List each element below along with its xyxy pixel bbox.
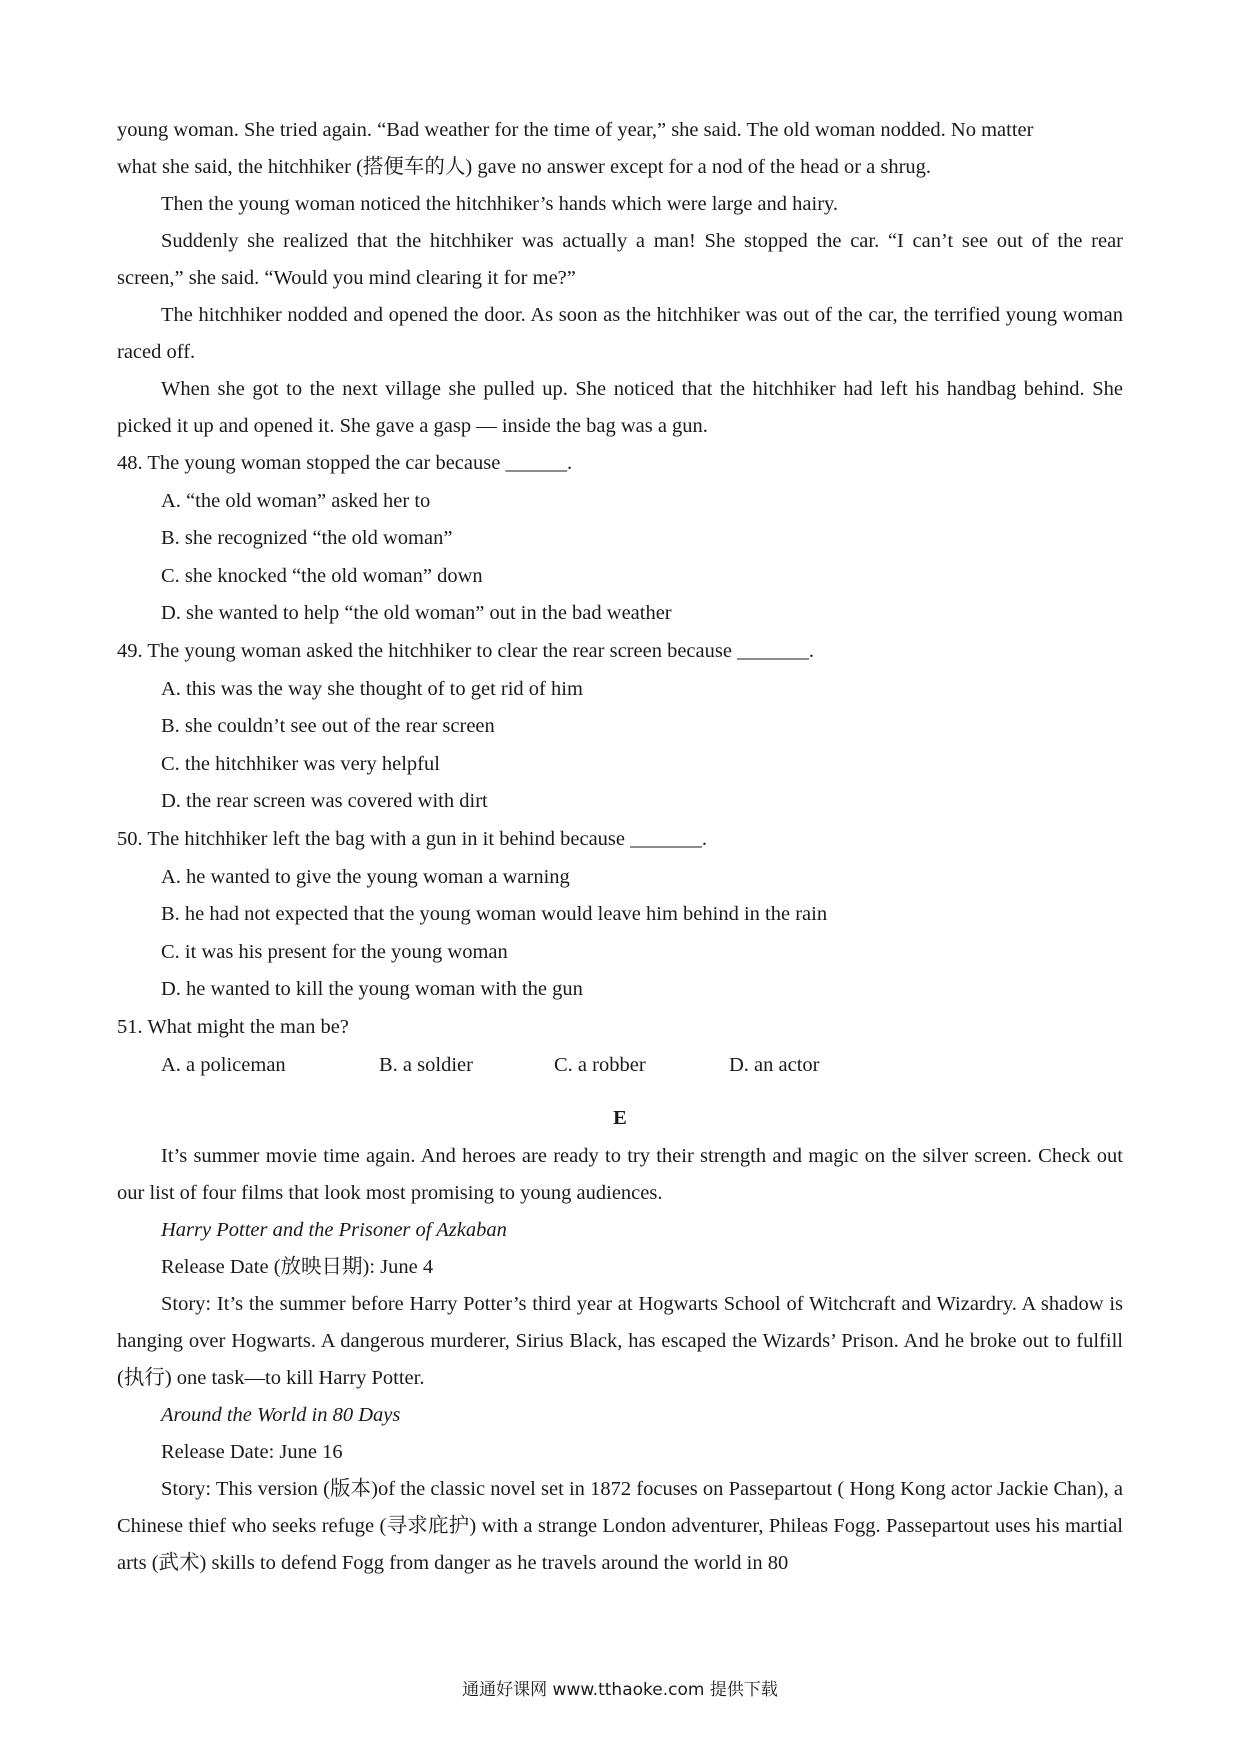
question-stem: 51. What might the man be? <box>117 1015 349 1038</box>
option-c: C. a robber <box>554 1053 646 1076</box>
option-d: D. he wanted to kill the young woman with the gun <box>161 978 583 1001</box>
option-a: A. a policeman <box>161 1053 286 1076</box>
film-title: Around the World in 80 Days <box>161 1404 401 1427</box>
paragraph-d-2: Then the young woman noticed the hitchhiker’s hands which were large and hairy. <box>161 193 839 215</box>
paragraph-d-3: Suddenly she realized that the hitchhiker was actually a man! She stopped the car. “I can’t see out of the rear screen,” she said. “Would you mind clearing it for me?” <box>117 230 1123 289</box>
page-footer: 通通好课网 www.tthaoke.com 提供下载 <box>462 1680 778 1700</box>
paragraph-d-5: When she got to the next village she pulled up. She noticed that the hitchhiker had left his handbag behind. She picked it up and opened it. She gave a gasp — inside the bag was a gun. <box>117 378 1123 437</box>
option-c: C. it was his present for the young woman <box>161 940 508 963</box>
options-row <box>117 1047 1123 1085</box>
question-50 <box>117 821 1123 1009</box>
film-story: Story: It’s the summer before Harry Potter’s third year at Hogwarts School of Witchcraft and Wizardry. A shadow is hanging over Hogwarts. A dangerous murderer, Sirius Black, has escaped the Wizards’ Prison. And he broke out to fulfill (执行) one task—to kill Harry Potter. <box>117 1293 1123 1390</box>
film-release-date: Release Date (放映日期): June 4 <box>161 1256 434 1279</box>
question-51 <box>117 1009 1123 1084</box>
paragraph-e-intro: It’s summer movie time again. And heroes are ready to try their strength and magic on the silver screen. Check out our list of four films that look most promising to young audiences. <box>117 1145 1123 1205</box>
option-b: B. she recognized “the old woman” <box>161 527 453 550</box>
film-title: Harry Potter and the Prisoner of Azkaban <box>161 1219 507 1242</box>
document-page <box>117 112 1123 1582</box>
film-release-date: Release Date: June 16 <box>161 1441 343 1464</box>
option-d: D. she wanted to help “the old woman” out in the bad weather <box>161 602 672 625</box>
option-c: C. the hitchhiker was very helpful <box>161 752 440 775</box>
paragraph-d-4: The hitchhiker nodded and opened the door. As soon as the hitchhiker was out of the car, the terrified young woman raced off. <box>117 304 1123 363</box>
film-story: Story: This version (版本)of the classic novel set in 1872 focuses on Passepartout ( Hong Kong actor Jackie Chan), a Chinese thief who seeks refuge (寻求庇护) with a strange London adventurer, Phileas Fogg. Passepartout uses his martial arts (武术) skills to defend Fogg from danger as he travels around the world in 80 <box>117 1478 1123 1575</box>
section-heading: E <box>613 1107 627 1130</box>
line: young woman. She tried again. “Bad weather for the time of year,” she said. The old woman nodded. No matter <box>117 119 1034 141</box>
option-d: D. the rear screen was covered with dirt <box>161 790 488 813</box>
question-49 <box>117 633 1123 821</box>
question-48 <box>117 445 1123 633</box>
option-b: B. he had not expected that the young woman would leave him behind in the rain <box>161 903 828 926</box>
option-a: A. he wanted to give the young woman a warning <box>161 865 570 888</box>
line: what she said, the hitchhiker (搭便车的人) gave no answer except for a nod of the head or a shrug. <box>117 156 932 178</box>
option-c: C. she knocked “the old woman” down <box>161 564 483 587</box>
option-b: B. she couldn’t see out of the rear screen <box>161 715 495 738</box>
option-b: B. a soldier <box>379 1053 473 1076</box>
option-d: D. an actor <box>729 1053 820 1076</box>
question-stem: 49. The young woman asked the hitchhiker to clear the rear screen because _______. <box>117 639 814 662</box>
option-a: A. “the old woman” asked her to <box>161 489 431 512</box>
paragraph-d-1 <box>117 112 1123 186</box>
question-stem: 48. The young woman stopped the car because ______. <box>117 452 573 474</box>
question-stem: 50. The hitchhiker left the bag with a gun in it behind because _______. <box>117 827 707 850</box>
option-a: A. this was the way she thought of to get rid of him <box>161 677 583 700</box>
